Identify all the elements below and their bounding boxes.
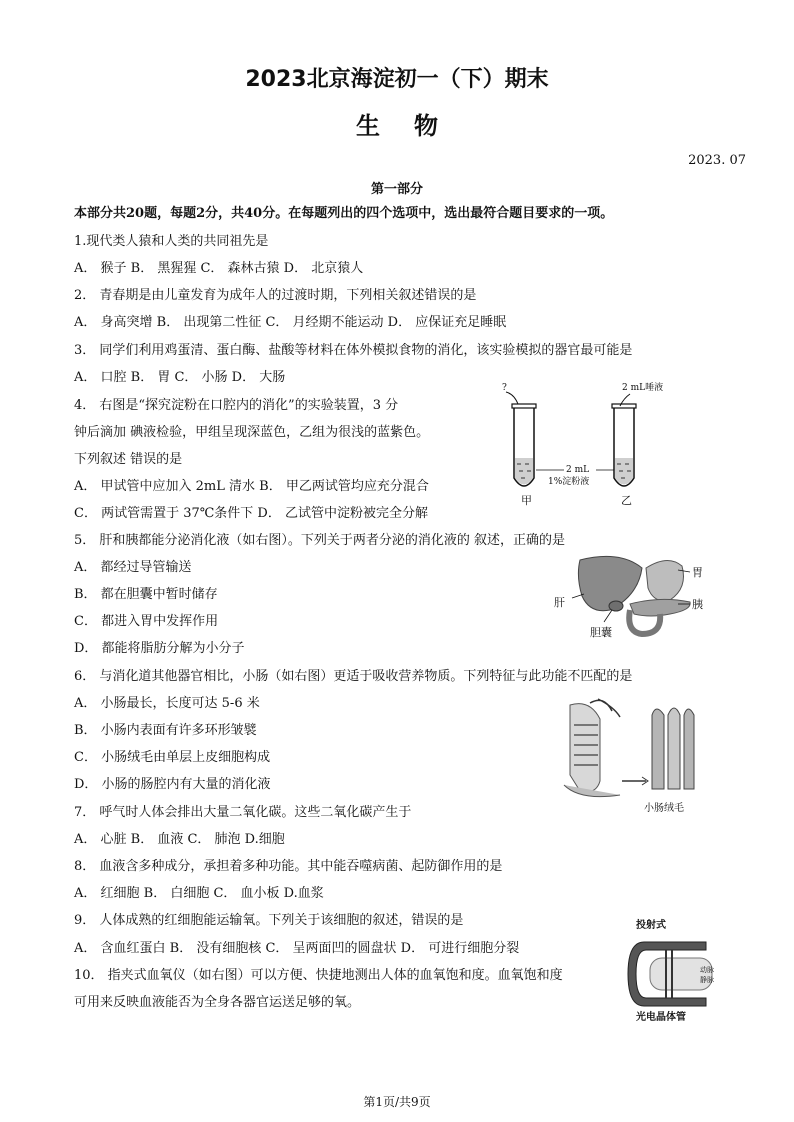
question-1-options: A． 猴子 B． 黑猩猩 C． 森林古猿 D． 北京猿人 [74, 261, 364, 276]
question-4-line-2: 钟后滴加 碘液检验，甲组呈现深蓝色，乙组为很浅的蓝紫色。 [74, 425, 430, 440]
question-7: 7． 呼气时人体会排出大量二氧化碳。这些二氧化碳产生于 [74, 805, 412, 820]
question-7-options: A． 心脏 B． 血液 C． 肺泡 D.细胞 [74, 832, 285, 847]
oximeter-figure [620, 914, 730, 1024]
phototransistor-label: 光电晶体管 [636, 1012, 686, 1023]
tube-yi-label: 乙 [621, 494, 632, 507]
starch-amount-label: 2 mL [566, 465, 590, 475]
vein-label: 静脉 [700, 976, 714, 984]
question-5-option-c: C． 都进入胃中发挥作用 [74, 614, 219, 629]
gallbladder-label: 胆囊 [590, 626, 612, 639]
question-3-options: A． 口腔 B． 胃 C． 小肠 D． 大肠 [74, 370, 286, 385]
gallbladder-shape [609, 601, 623, 611]
exam-date: 2023. 07 [688, 153, 746, 168]
question-2: 2． 青春期是由儿童发育为成年人的过渡时期，下列相关叙述错误的是 [74, 288, 477, 303]
subject-title: 生物 [356, 112, 472, 140]
question-5-option-b: B． 都在胆囊中暂时储存 [74, 587, 218, 602]
question-5: 5． 肝和胰都能分泌消化液（如右图）。下列关于两者分泌的消化液的 叙述，正确的是 [74, 533, 566, 548]
pancreas-label: 胰 [692, 598, 703, 611]
question-3: 3． 同学们利用鸡蛋清、蛋白酶、盐酸等材料在体外模拟食物的消化，该实验模拟的器官最可能是 [74, 343, 633, 358]
question-6-option-d: D． 小肠的肠腔内有大量的消化液 [74, 777, 271, 792]
finger-shape [650, 958, 712, 990]
question-2-options: A． 身高突增 B． 出现第二性征 C． 月经期不能运动 D． 应保证充足睡眠 [74, 315, 507, 330]
liver-pancreas-figure [550, 548, 720, 648]
question-4-line-3: 下列叙述 错误的是 [74, 452, 183, 467]
question-8: 8． 血液含多种成分，承担着多种功能。其中能吞噬病菌、起防御作用的是 [74, 859, 503, 874]
question-10-line-1: 10． 指夹式血氧仪（如右图）可以方便、快捷地测出人体的血氧饱和度。血氧饱和度 [74, 968, 563, 983]
tube-1-rim [512, 404, 536, 408]
saliva-label: 2 mL唾液 [622, 383, 664, 393]
pipette-arrow-1 [506, 392, 518, 404]
question-9: 9． 人体成熟的红细胞能运输氧。下列关于该细胞的叙述，错误的是 [74, 913, 464, 928]
villus-3 [684, 709, 694, 789]
question-4-options-1: A． 甲试管中应加入 2mL 清水 B． 甲乙两试管均应充分混合 [74, 479, 429, 494]
question-6-option-a: A． 小肠最长，长度可达 5-6 米 [74, 696, 260, 711]
question-mark-label: ? [502, 383, 507, 393]
question-6-option-c: C． 小肠绒毛由单层上皮细胞构成 [74, 750, 271, 765]
question-6-option-b: B． 小肠内表面有许多环形皱襞 [74, 723, 257, 738]
villus-2 [668, 708, 680, 789]
question-9-options: A． 含血红蛋白 B． 没有细胞核 C． 呈两面凹的圆盘状 D． 可进行细胞分裂 [74, 941, 520, 956]
starch-name-label: 1%淀粉液 [548, 477, 590, 487]
question-5-option-d: D． 都能将脂肪分解为小分子 [74, 641, 245, 656]
tube-jia-label: 甲 [521, 494, 532, 507]
small-intestine-figure [560, 695, 720, 815]
question-1: 1.现代类人猿和人类的共同祖先是 [74, 234, 269, 249]
question-8-options: A． 红细胞 B． 白细胞 C． 血小板 D.血浆 [74, 886, 324, 901]
artery-label: 动脉 [700, 966, 714, 974]
transmission-mode-label: 投射式 [636, 920, 666, 931]
villi-label: 小肠绒毛 [644, 803, 684, 814]
section-heading: 第一部分 [370, 182, 423, 197]
question-5-option-a: A． 都经过导管输送 [74, 560, 192, 575]
tube-2-rim [612, 404, 636, 408]
question-4-line-1: 4． 右图是“探究淀粉在口腔内的消化”的实验装置，3 分 [74, 398, 399, 413]
villus-1 [652, 709, 664, 789]
stomach-label: 胃 [692, 566, 703, 579]
page-number: 第1页/共9页 [363, 1095, 431, 1109]
stomach-shape [646, 560, 684, 600]
question-6: 6． 与消化道其他器官相比，小肠（如右图）更适于吸收营养物质。下列特征与此功能不匹配的是 [74, 669, 633, 684]
intestine-wall [570, 704, 600, 792]
question-10-line-2: 可用来反映血液能否为全身各器官运送足够的氧。 [74, 995, 361, 1010]
pancreas-shape [630, 599, 690, 616]
page-title: 2023北京海淀初一（下）期末 [245, 67, 549, 92]
question-4-options-2: C． 两试管需置于 37℃条件下 D． 乙试管中淀粉被完全分解 [74, 506, 428, 521]
test-tube-figure [490, 378, 670, 510]
liver-label: 肝 [554, 596, 565, 609]
instructions: 本部分共20题，每题2分，共40分。在每题列出的四个选项中，选出最符合题目要求的一项。 [74, 206, 614, 221]
